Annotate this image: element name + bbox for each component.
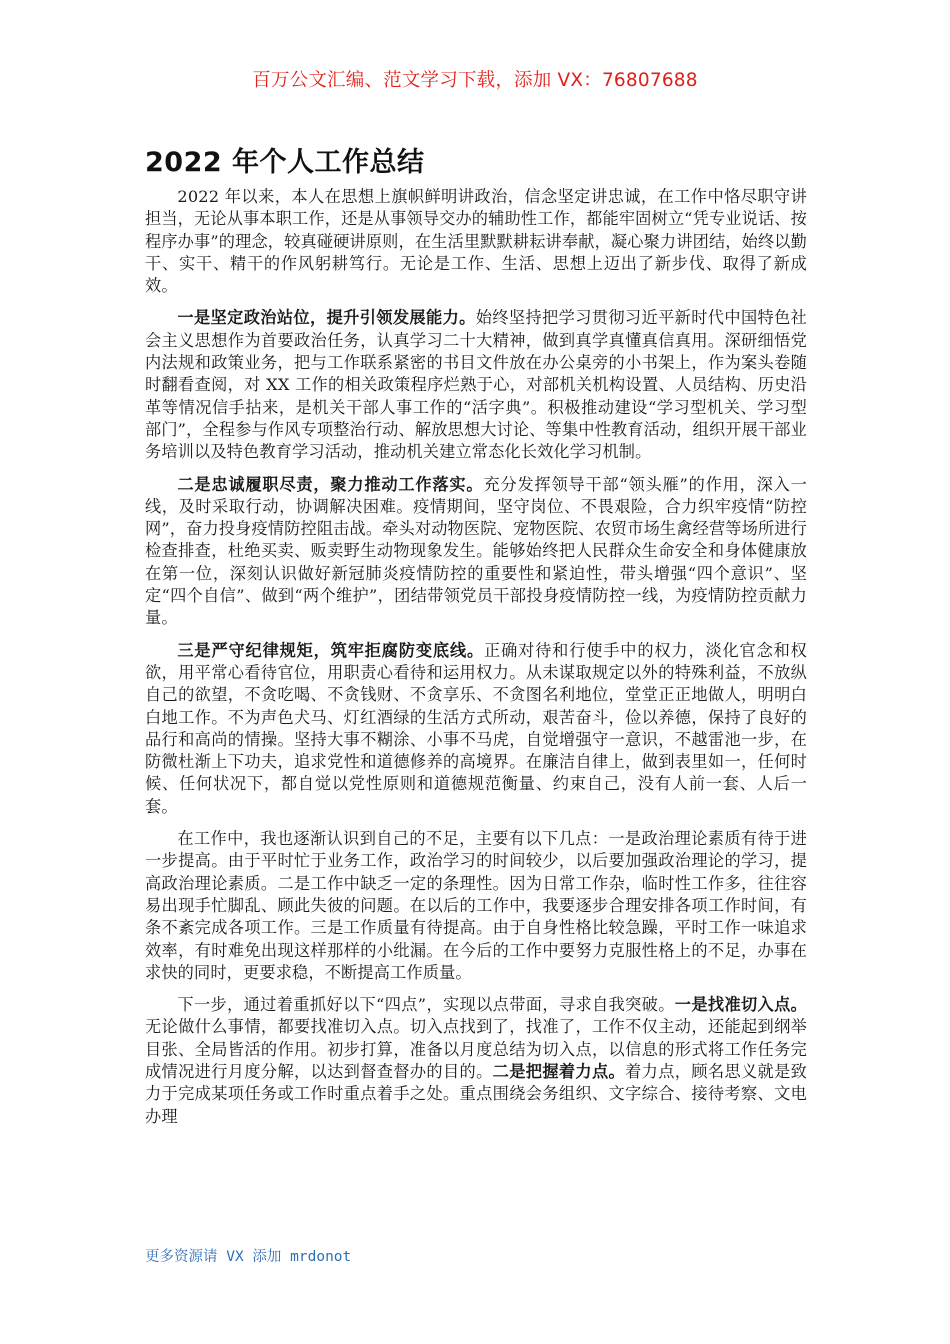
paragraph-intro	[145, 186, 807, 297]
paragraph-text: 2022 年以来，本人在思想上旗帜鲜明讲政治，信念坚定讲忠诚，在工作中恪尽职守讲担当，无论从事本职工作，还是从事领导交办的辅助性工作，都能牢固树立“凭专业说话、按程序办事”的理念，较真碰硬讲原则，在生活里默默耕耘讲奉献，凝心聚力讲团结，始终以勤干、实干、精干的作风躬耕笃行。无论是工作、生活、思想上迈出了新步伐、取得了新成效。	[145, 187, 807, 296]
footer-note: 更多资源请 VX 添加 mrdonot	[145, 1249, 352, 1265]
document-title: 2022 年个人工作总结	[145, 147, 425, 178]
paragraph-duty	[145, 474, 807, 630]
paragraph-text: 在工作中，我也逐渐认识到自己的不足，主要有以下几点：一是政治理论素质有待于进一步提高。由于平时忙于业务工作，政治学习的时间较少，以后要加强政治理论的学习，提高政治理论素质。二是工作中缺乏一定的条理性。因为日常工作杂，临时性工作多，往往容易出现手忙脚乱、顾此失彼的问题。在以后的工作中，我要逐步合理安排各项工作时间，有条不紊完成各项工作。三是工作质量有待提高。由于自身性格比较急躁，平时工作一味追求效率，有时难免出现这样那样的小纰漏。在今后的工作中要努力克服性格上的不足，办事在求快的同时，更要求稳，不断提高工作质量。	[145, 829, 807, 982]
paragraph-political-stance	[145, 307, 807, 463]
paragraph-intro-text: 下一步，通过着重抓好以下“四点”，实现以点带面，寻求自我突破。	[177, 995, 675, 1015]
paragraph-discipline	[145, 640, 807, 818]
paragraph-lead: 一是坚定政治站位，提升引领发展能力。	[177, 308, 476, 328]
paragraph-lead: 一是找准切入点。	[674, 995, 808, 1015]
paragraph-text: 充分发挥领导干部“领头雁”的作用，深入一线，及时采取行动，协调解决困难。疫情期间，坚守岗位、不畏艰险，合力织牢疫情“防控网”，奋力投身疫情防控阻击战。牵头对动物医院、宠物医院、农贸市场生禽经营等场所进行检查排查，杜绝买卖、贩卖野生动物现象发生。能够始终把人民群众生命安全和身体健康放在第一位，深刻认识做好新冠肺炎疫情防控的重要性和紧迫性，带头增强“四个意识”、坚定“四个自信”、做到“两个维护”，团结带领党员干部投身疫情防控一线，为疫情防控贡献力量。	[145, 474, 807, 628]
document-body	[145, 186, 807, 1138]
paragraph-lead: 二是把握着力点。	[492, 1061, 626, 1081]
paragraph-text: 正确对待和行使手中的权力，淡化官念和权欲，用平常心看待官位，用职责心看待和运用权力。从未谋取规定以外的特殊利益，不放纵自己的欲望，不贪吃喝、不贪钱财、不贪享乐、不贪图名利地位，堂堂正正地做人，明明白白地工作。不为声色犬马、灯红酒绿的生活方式所动，艰苦奋斗，俭以养德，保持了良好的品行和高尚的情操。坚持大事不糊涂、小事不马虎，自觉增强守一意识，不越雷池一步，在防微杜渐上下功夫，追求党性和道德修养的高境界。在廉洁自律上，做到表里如一，任何时候、任何状况下，都自觉以党性原则和道德规范衡量、约束自己，没有人前一套、人后一套。	[145, 640, 807, 816]
paragraph-lead: 二是忠诚履职尽责，聚力推动工作落实。	[177, 474, 484, 494]
paragraph-shortcomings	[145, 828, 807, 984]
paragraph-lead: 三是严守纪律规矩，筑牢拒腐防变底线。	[177, 640, 485, 660]
paragraph-next-steps	[145, 994, 807, 1128]
paragraph-text: 始终坚持把学习贯彻习近平新时代中国特色社会主义思想作为首要政治任务，认真学习二十大精神，做到真学真懂真信真用。深研细悟党内法规和政策业务，把与工作联系紧密的书目文件放在办公桌旁的小书架上，作为案头卷随时翻看查阅，对 XX 工作的相关政策程序烂熟于心，对部机关机构设置、人员结构、历史沿革等情况信手拈来，是机关干部人事工作的“活字典”。积极推动建设“学习型机关、学习型部门”，全程参与作风专项整治行动、解放思想大讨论、等集中性教育活动，组织开展干部业务培训以及特色教育学习活动，推动机关建立常态化长效化学习机制。	[145, 308, 808, 462]
paragraph-text: 着力点，顾名思义就是致力于完成某项任务或工作时重点着手之处。重点围绕会务组织、文字综合、接待考察、文电办理	[145, 1061, 807, 1126]
header-banner: 百万公文汇编、范文学习下载，添加 VX：76807688	[252, 70, 698, 91]
paragraph-text: 无论做什么事情，都要找准切入点。切入点找到了，找准了，工作不仅主动，还能起到纲举目张、全局皆活的作用。初步打算，准备以月度总结为切入点，以信息的形式将工作任务完成情况进行月度分解，以达到督查督办的目的。	[145, 1017, 807, 1081]
